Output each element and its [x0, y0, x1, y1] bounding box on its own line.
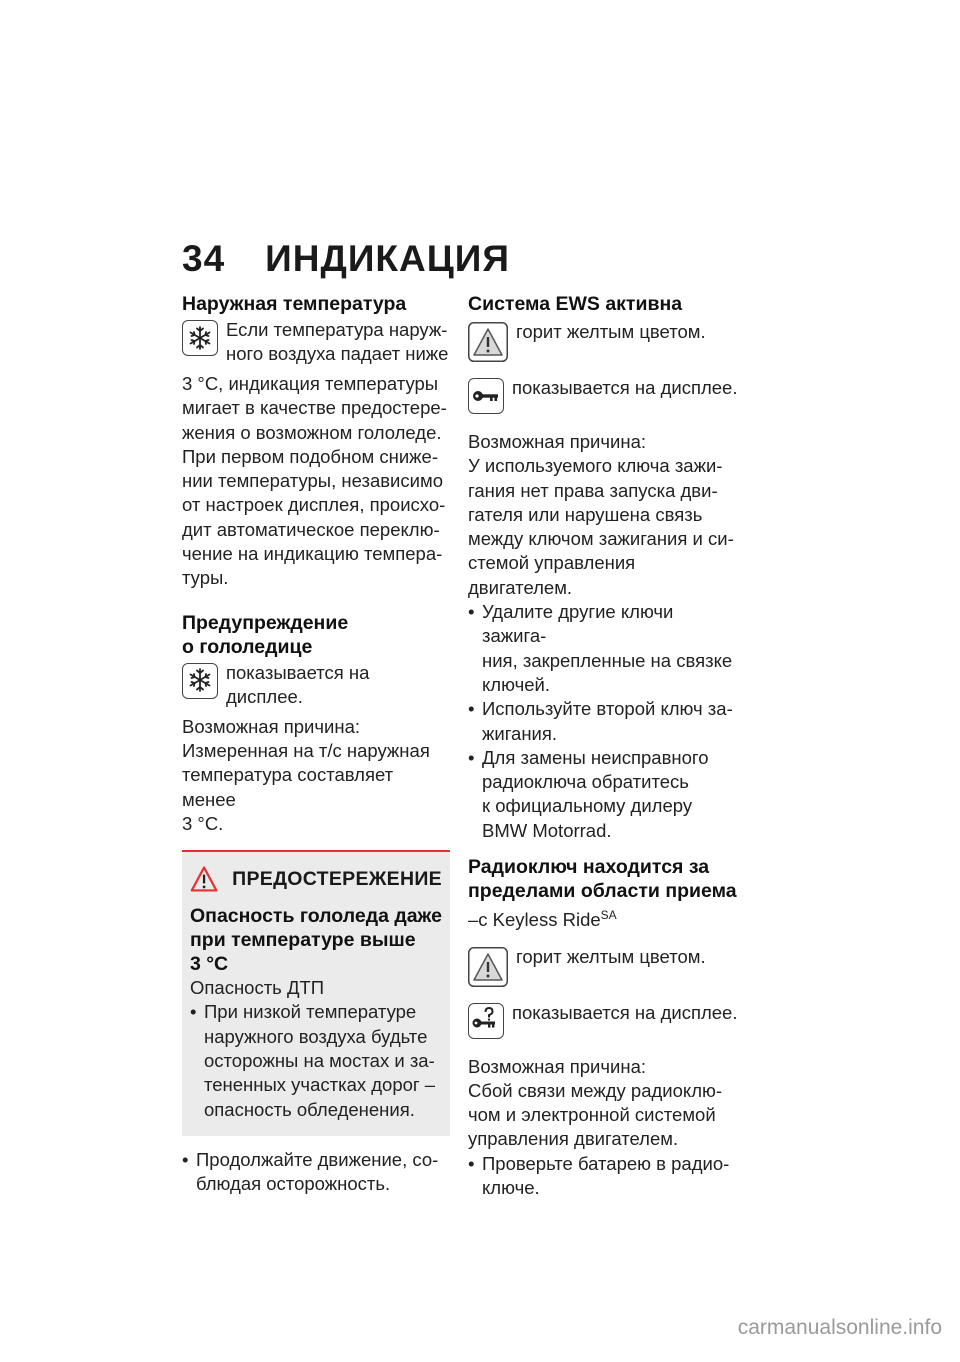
- cause-line: гания нет права запуска дви-: [468, 479, 718, 501]
- bullet-line: При низкой температуре: [204, 1001, 417, 1023]
- snowflake-icon: [182, 320, 218, 356]
- body-line: дит автоматическое переклю-: [182, 518, 440, 540]
- warning-label: ПРЕДОСТЕРЕЖЕНИЕ: [232, 867, 442, 890]
- bullet-line: блюдая осторожность.: [196, 1173, 391, 1195]
- warning-label-row: [190, 864, 442, 894]
- bullet-line: к официальному дилеру: [482, 795, 693, 817]
- ews-heading: Система EWS активна: [468, 293, 683, 315]
- bullet-line: ключей.: [482, 673, 550, 695]
- bullet-line: Удалите другие ключи зажига-: [482, 601, 674, 647]
- radio-key-row-warning: [468, 945, 740, 999]
- page-number: 34: [182, 238, 226, 279]
- radio-key-bullets: [468, 1152, 740, 1201]
- bullet-line: опасность обледенения.: [204, 1098, 415, 1120]
- body-line: мигает в качестве предостере-: [182, 397, 447, 419]
- right-column: [468, 292, 740, 1200]
- cause-label: Возможная причина:: [182, 715, 360, 737]
- ice-warning-heading: Предупреждение: [182, 611, 349, 634]
- bullet-line: Для замены неисправного: [482, 746, 709, 768]
- cause-line: Измеренная на т/с наружная: [182, 739, 430, 761]
- cause-line: Сбой связи между радиоклю-: [468, 1079, 723, 1101]
- bullet-line: ключе.: [482, 1176, 540, 1198]
- body-line: 3 °C, индикация температуры: [182, 373, 439, 394]
- snowflake-icon: [182, 663, 218, 699]
- radio-key-row2-text: показывается на дисплее.: [512, 1001, 738, 1023]
- ews-section: [468, 292, 740, 843]
- page-header: [182, 238, 510, 280]
- ews-row1-text: горит желтым цветом.: [516, 321, 706, 342]
- key-icon: [468, 378, 504, 414]
- bullet-line: BMW Motorrad.: [482, 819, 612, 841]
- ice-warning-heading: о гололедице: [182, 635, 313, 658]
- warning-bullets: [190, 1000, 442, 1121]
- cause-line: между ключом зажигания и си-: [468, 528, 734, 550]
- bullet-line: Используйте второй ключ за-: [482, 698, 733, 720]
- warning-box: [182, 850, 450, 1136]
- bullet-line: наружного воздуха будьте: [204, 1025, 428, 1047]
- radio-key-row1-text: горит желтым цветом.: [516, 945, 706, 967]
- ice-warning-section: [182, 611, 450, 836]
- ews-row-key: [468, 376, 740, 430]
- outside-temp-heading: Наружная температура: [182, 293, 407, 315]
- bullet-line: тененных участках дорог –: [204, 1074, 436, 1096]
- sa-superscript: SA: [600, 908, 617, 923]
- left-column: [182, 292, 450, 1197]
- cause-line: У используемого ключа зажи-: [468, 455, 723, 477]
- ews-row-warning: [468, 320, 740, 374]
- page-title: ИНДИКАЦИЯ: [265, 238, 510, 279]
- cause-line: гателя или нарушена связь: [468, 503, 703, 525]
- list-item: [468, 1152, 740, 1201]
- body-line: При первом подобном сниже-: [182, 445, 438, 467]
- warning-triangle-icon: [468, 947, 508, 987]
- ice-warning-icon-row: [182, 661, 450, 715]
- warning-subtitle: Опасность ДТП: [190, 977, 325, 999]
- cause-line: температура составляет менее: [182, 764, 394, 810]
- outside-temp-icon-row: [182, 318, 450, 372]
- warning-title: при температуре выше: [190, 929, 416, 952]
- radio-key-section: [468, 855, 740, 1200]
- warning-title: Опасность гололеда даже: [190, 905, 442, 928]
- list-item: [182, 1148, 450, 1197]
- body-line: нии температуры, независимо: [182, 470, 443, 492]
- body-line: чение на индикацию темпера-: [182, 543, 443, 565]
- key-question-icon: [468, 1003, 504, 1039]
- bullet-line: Продолжайте движение, со-: [196, 1148, 439, 1170]
- body-line: от настроек дисплея, происхо-: [182, 494, 446, 516]
- cause-label: Возможная причина:: [468, 1055, 646, 1077]
- bullet-line: жигания.: [482, 722, 558, 744]
- body-line: жения о возможном гололеде.: [182, 421, 442, 443]
- cause-line: 3 °C.: [182, 812, 224, 834]
- outside-temp-line: Если температура наруж-: [226, 319, 448, 340]
- ews-bullets: [468, 600, 740, 843]
- keyless-ride-note: [468, 903, 740, 932]
- warning-triangle-icon: [468, 322, 508, 362]
- outside-temp-section: [182, 292, 450, 591]
- outside-temp-line: ного воздуха падает ниже: [226, 343, 449, 365]
- bullet-line: Проверьте батарею в радио-: [482, 1152, 730, 1174]
- warning-triangle-icon: [190, 864, 218, 894]
- list-item: [468, 600, 740, 697]
- keyless-ride-text: –с Keyless Ride: [468, 909, 601, 931]
- cause-line: стемой управления двигателем.: [468, 552, 636, 598]
- list-item: [190, 1000, 442, 1121]
- bullet-line: ния, закрепленные на связке: [482, 649, 733, 671]
- radio-key-row-key: [468, 1001, 740, 1055]
- cause-label: Возможная причина:: [468, 431, 646, 452]
- ice-icon-text: показывается на дисплее.: [226, 661, 370, 707]
- radio-key-heading: Радиоключ находится за: [468, 856, 710, 879]
- radio-key-heading: пределами области приема: [468, 880, 737, 903]
- list-item: [468, 697, 740, 746]
- list-item: [468, 746, 740, 843]
- ews-row2-text: показывается на дисплее.: [512, 377, 738, 398]
- bullet-line: осторожны на мостах и за-: [204, 1050, 435, 1072]
- bullet-line: радиоключа обратитесь: [482, 771, 689, 793]
- cause-line: управления двигателем.: [468, 1128, 679, 1150]
- footer-watermark: carmanualsonline.info: [737, 1316, 942, 1339]
- continue-bullets: [182, 1148, 450, 1197]
- body-line: туры.: [182, 567, 229, 589]
- cause-line: чом и электронной системой: [468, 1104, 716, 1126]
- warning-title: 3 °C: [190, 953, 229, 976]
